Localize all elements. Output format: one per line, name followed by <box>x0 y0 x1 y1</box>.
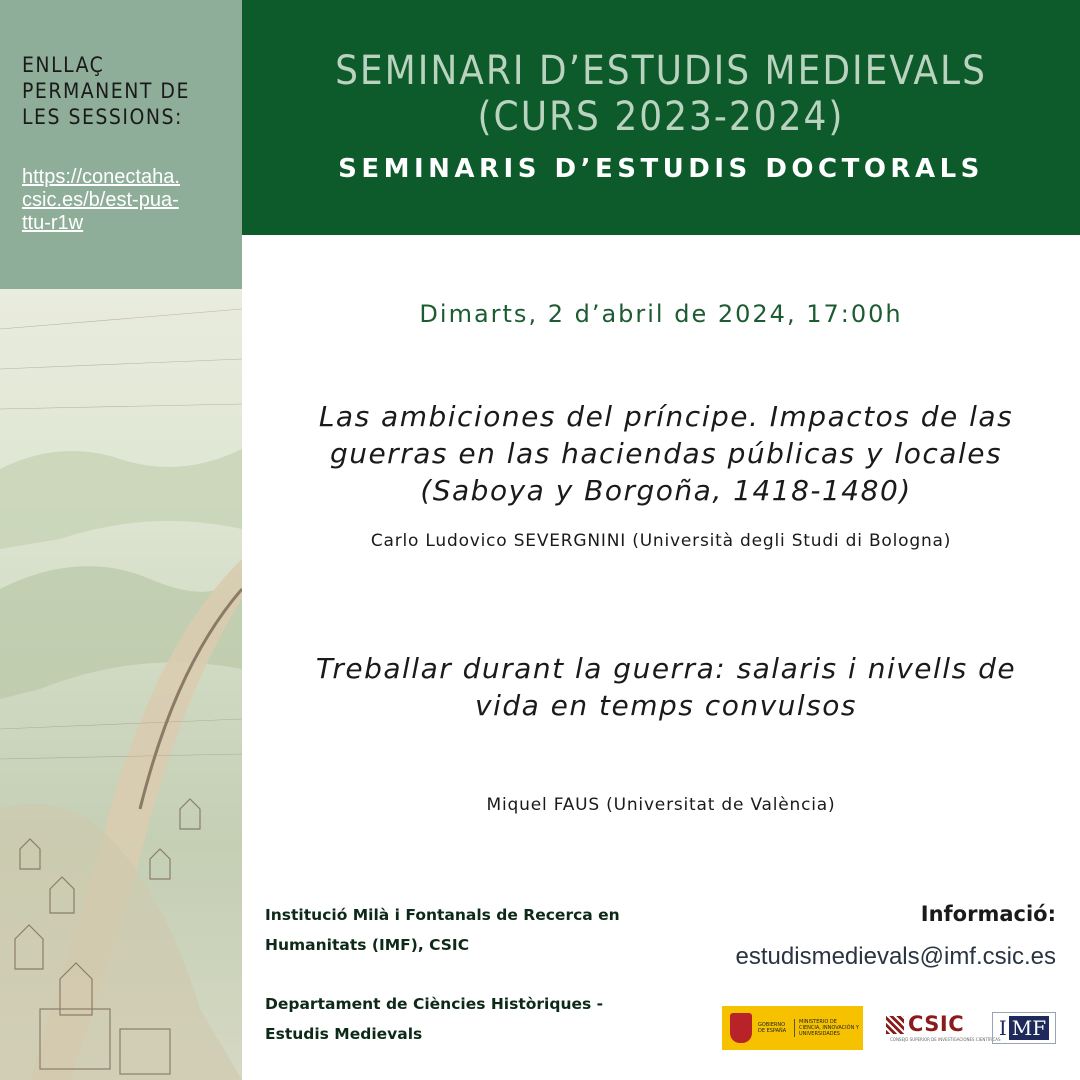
sessions-link-title-line: ENLLAÇ <box>22 53 105 77</box>
csic-logo-small-text: CONSEJO SUPERIOR DE INVESTIGACIONES CIENTÍFICAS <box>890 1037 1001 1042</box>
talk-title-line: Las ambiciones del príncipe. Impactos de las <box>318 400 1014 433</box>
institution-line: Institució Milà i Fontanals de Recerca en <box>265 906 620 924</box>
institution-line: Estudis Medievals <box>265 1025 423 1043</box>
talk-1-speaker: Carlo Ludovico SEVERGNINI (Università degli Studi di Bologna) <box>370 531 952 551</box>
talk-2-speaker: Miquel FAUS (Universitat de València) <box>486 795 836 815</box>
spain-coat-of-arms-icon <box>730 1013 752 1043</box>
gov-logo-text: GOBIERNO DE ESPAÑA <box>758 1022 787 1034</box>
info-label: Informació: <box>920 902 1056 926</box>
city-drawing-image <box>0 289 242 1080</box>
csic-mark-icon <box>886 1016 904 1034</box>
talk-1-title <box>272 398 1060 509</box>
institution-line: Humanitats (IMF), CSIC <box>265 936 470 954</box>
sessions-link-panel <box>0 0 242 289</box>
institution-line: Departament de Ciències Històriques - <box>265 995 604 1013</box>
government-ministry-logo <box>722 1006 863 1050</box>
seminar-subtitle: SEMINARIS D’ESTUDIS DOCTORALS <box>338 154 984 184</box>
sessions-link[interactable] <box>22 166 218 235</box>
seminar-header <box>242 0 1080 235</box>
talk-title-line: vida en temps convulsos <box>475 689 857 722</box>
csic-logo <box>886 1012 1001 1042</box>
imf-logo <box>992 1012 1056 1044</box>
sessions-link-title-line: LES SESSIONS: <box>22 105 183 129</box>
talk-title-line: Treballar durant la guerra: salaris i nivells de <box>315 652 1017 685</box>
sessions-link-line: https://conectaha. <box>22 166 180 188</box>
sessions-link-line: csic.es/b/est-pua- <box>22 189 179 211</box>
seminar-title-line: SEMINARI D’ESTUDIS MEDIEVALS <box>335 48 987 94</box>
sessions-link-title <box>22 52 242 130</box>
sessions-link-line: ttu-r1w <box>22 212 84 234</box>
imf-logo-i: I <box>998 1016 1007 1040</box>
csic-logo-word: CSIC <box>908 1012 965 1036</box>
imf-logo-mf: MF <box>1009 1016 1049 1040</box>
medieval-city-illustration <box>0 289 242 1080</box>
talk-title-line: (Saboya y Borgoña, 1418-1480) <box>420 474 912 507</box>
talk-title-line: guerras en las haciendas públicas y locales <box>329 437 1003 470</box>
seminar-title <box>242 48 1080 140</box>
event-date: Dimarts, 2 d’abril de 2024, 17:00h <box>419 300 903 328</box>
institution-imf <box>265 900 620 960</box>
seminar-title-line: (CURS 2023-2024) <box>477 94 845 140</box>
talk-2-title <box>272 650 1060 724</box>
sessions-link-title-line: PERMANENT DE <box>22 79 190 103</box>
institution-department <box>265 989 603 1049</box>
info-email-link[interactable]: estudismedievals@imf.csic.es <box>735 943 1056 970</box>
ministry-logo-text: MINISTERIO DE CIENCIA, INNOVACIÓN Y UNIVERSIDADES <box>794 1019 859 1037</box>
